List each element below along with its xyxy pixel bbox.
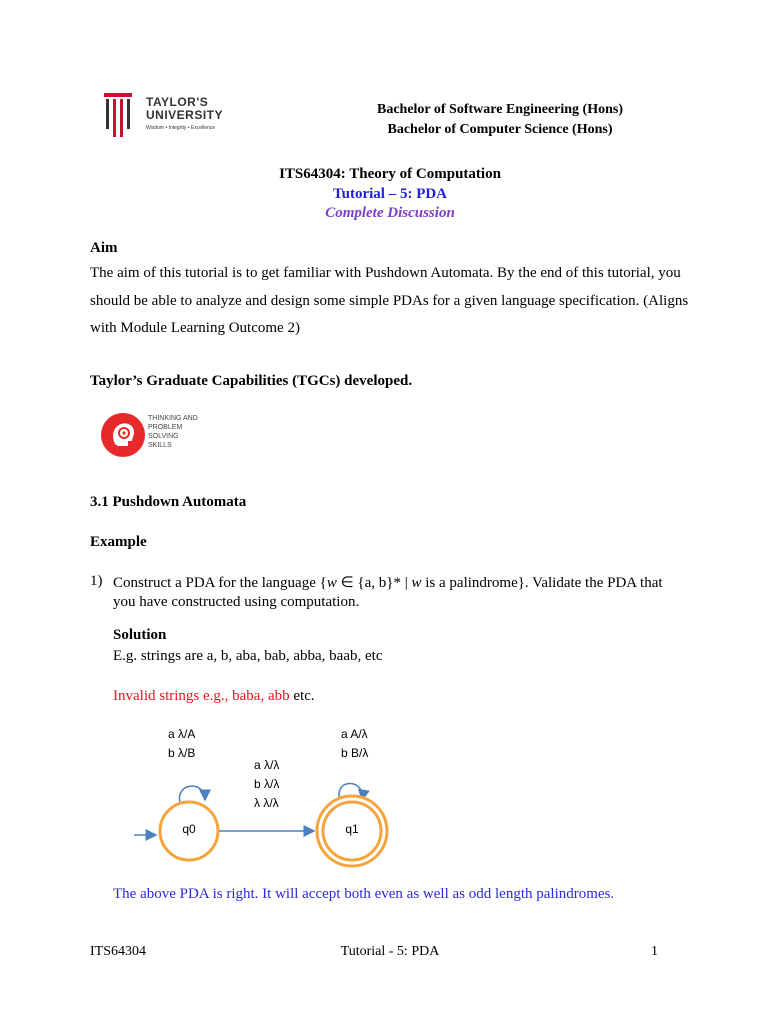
program-line2: Bachelor of Computer Science (Hons) [387,122,613,137]
pda-diagram [0,720,768,880]
footer-left: ITS64304 [90,944,146,959]
example-heading: Example [90,534,147,550]
q1-loop-label2: b B/λ [341,746,369,760]
tgc-badge [100,412,210,460]
q0-loop-arrow [179,786,205,803]
question-variable-w2: w [411,575,422,591]
question-line2: you have constructed using computation. [113,594,360,610]
thinking-head-icon [100,412,146,458]
logo-name-line2: UNIVERSITY [146,108,224,122]
aim-line2: should be able to analyze and design some simple PDAs for a given language specification. (Aligns [90,293,689,309]
logo-name-line1: TAYLOR'S [146,95,209,109]
tgc-heading: Taylor’s Graduate Capabilities (TGCs) developed. [90,373,413,389]
tgc-badge-line2: PROBLEM [148,424,183,431]
question-line1-suffix: is a palindrome}. Validate the PDA that [421,575,663,591]
question-line1 [113,573,663,592]
tutorial-subtitle: Complete Discussion [325,205,455,221]
solution-heading: Solution [113,627,167,643]
solution-invalid [113,688,315,705]
pda-note: The above PDA is right. It will accept both even as well as odd length palindromes. [113,886,615,902]
q1-loop-label1: a A/λ [341,727,368,741]
section-heading: 3.1 Pushdown Automata [90,494,247,510]
footer-page-number: 1 [651,944,658,959]
tgc-badge-line3: SOLVING [148,433,179,440]
question-number: 1) [90,573,103,589]
aim-line1: The aim of this tutorial is to get familiar with Pushdown Automata. By the end of this tutorial, you [90,265,681,281]
footer-center: Tutorial - 5: PDA [340,944,440,959]
q0-loop-label2: b λ/B [168,746,196,760]
solution-examples: E.g. strings are a, b, aba, bab, abba, baab, etc [113,648,383,664]
invalid-suffix: etc. [289,688,315,704]
question-variable-w1: w [326,575,337,591]
state-q1-label: q1 [345,822,359,836]
state-q0-label: q0 [182,822,196,836]
transition-label3: λ λ/λ [254,796,279,810]
invalid-strings: Invalid strings e.g., baba, abb [113,688,290,704]
logo-tagline: Wisdom • Integrity • Excellence [146,125,216,131]
course-title: ITS64304: Theory of Computation [279,166,501,182]
aim-heading: Aim [90,240,118,256]
question-line1-mid: ∈ {a, b}* | [336,575,412,591]
tgc-badge-line1: THINKING AND [148,415,198,422]
tutorial-title: Tutorial – 5: PDA [332,186,448,202]
tgc-badge-line4: SKILLS [148,442,172,449]
aim-line3: with Module Learning Outcome 2) [90,320,300,336]
university-logo [104,93,234,139]
program-line1: Bachelor of Software Engineering (Hons) [376,102,624,117]
question-line1-prefix: Construct a PDA for the language { [113,575,327,591]
transition-label1: a λ/λ [254,758,280,772]
taylors-crest-icon [104,93,134,139]
q0-loop-label1: a λ/A [168,727,196,741]
transition-label2: b λ/λ [254,777,280,791]
